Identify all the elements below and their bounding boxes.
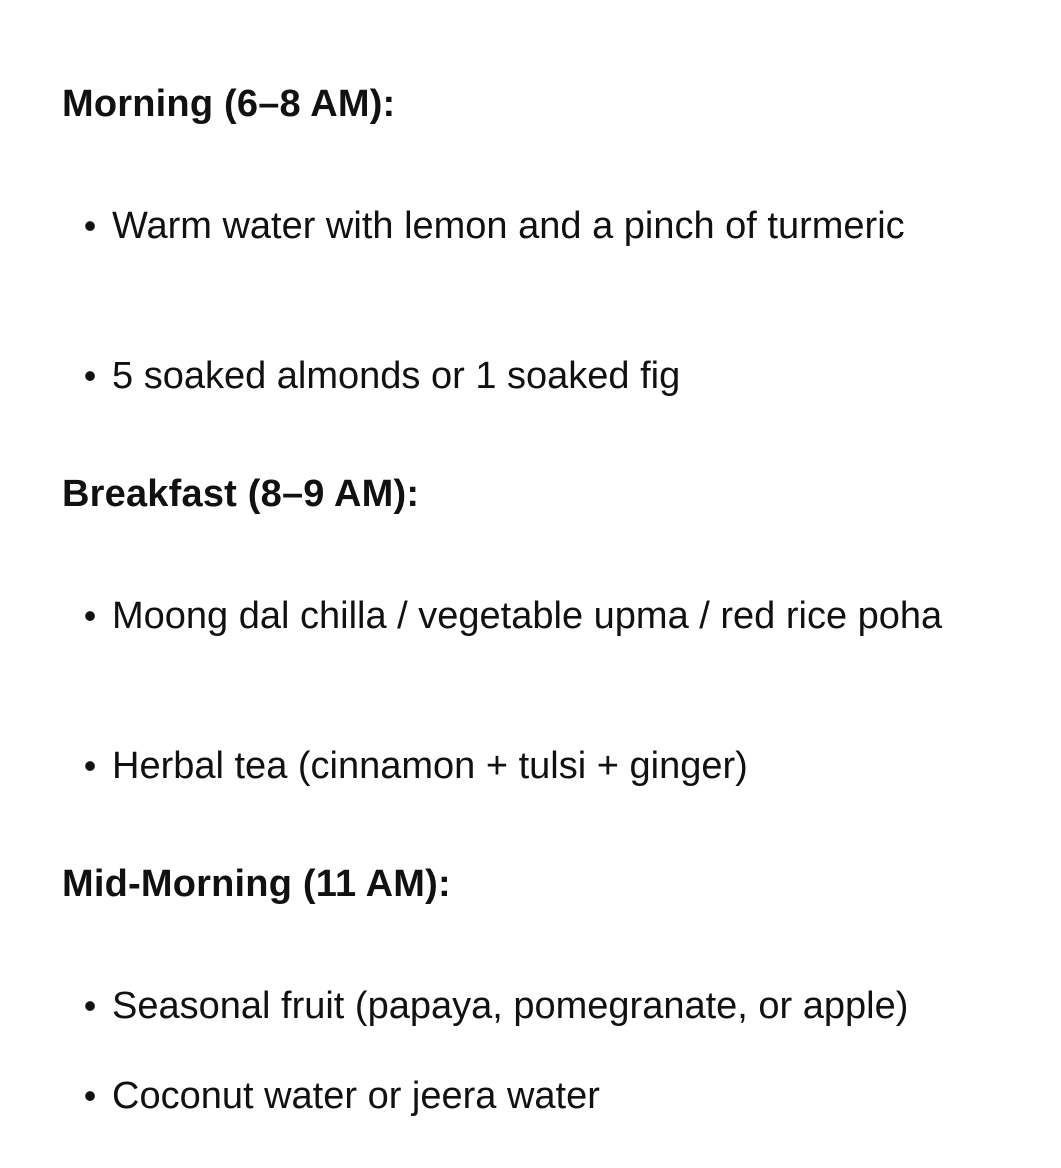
bullet-icon: • xyxy=(83,205,97,246)
list-item xyxy=(80,346,1040,406)
list-item xyxy=(80,1066,1040,1126)
list-item xyxy=(80,736,1040,796)
list-item-text: Moong dal chilla / vegetable upma / red rice poha xyxy=(112,595,943,637)
bullet-icon: • xyxy=(83,355,97,396)
list-item-text: Warm water with lemon and a pinch of turmeric xyxy=(112,205,905,247)
section-heading-mid-morning: Mid-Morning (11 AM): xyxy=(62,863,451,905)
section-heading-morning: Morning (6–8 AM): xyxy=(62,83,396,125)
list-item-text: Coconut water or jeera water xyxy=(112,1075,600,1117)
list-item xyxy=(80,196,1040,256)
list-item xyxy=(80,976,1040,1036)
bullet-icon: • xyxy=(83,985,97,1026)
list-item-text: Seasonal fruit (papaya, pomegranate, or apple) xyxy=(112,985,909,1027)
bullet-icon: • xyxy=(83,595,97,636)
list-item-text: Herbal tea (cinnamon + tulsi + ginger) xyxy=(112,745,748,787)
list-item-text: 5 soaked almonds or 1 soaked fig xyxy=(112,355,681,397)
bullet-icon: • xyxy=(83,1075,97,1116)
list-item xyxy=(80,586,1040,646)
bullet-icon: • xyxy=(83,745,97,786)
section-heading-breakfast: Breakfast (8–9 AM): xyxy=(62,473,420,515)
